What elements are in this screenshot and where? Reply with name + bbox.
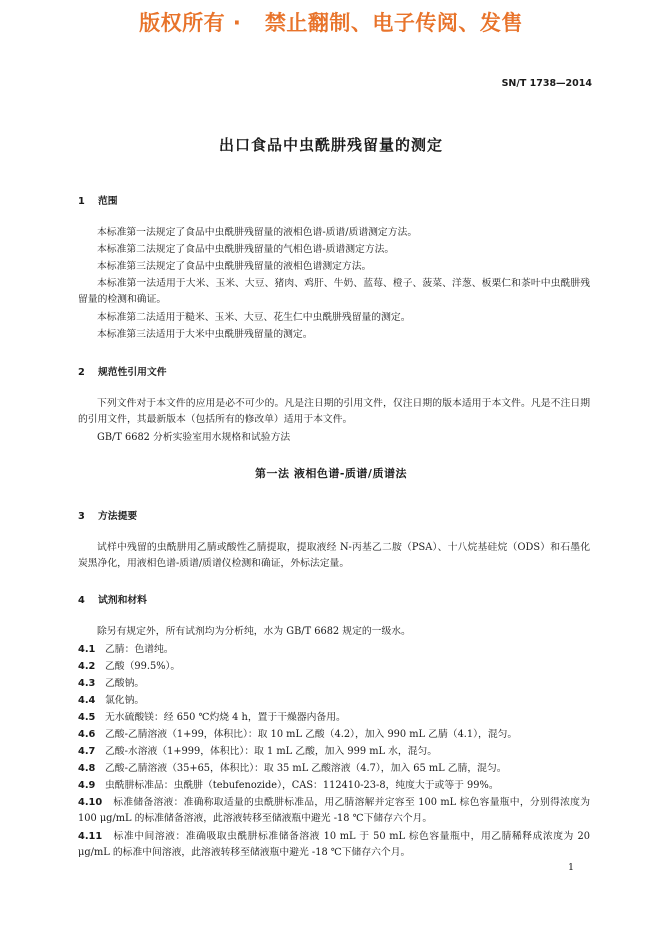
item-text: 乙酸-乙腈溶液（1+99，体积比）：取 10 mL 乙酸（4.2），加入 990 mL 乙腈（4.1），混匀。 bbox=[105, 729, 518, 740]
item-number: 4.11 bbox=[78, 831, 103, 842]
document-title: 出口食品中虫酰肼残留量的测定 bbox=[218, 136, 443, 154]
page-number: 1 bbox=[567, 862, 574, 873]
list-item bbox=[78, 795, 590, 826]
section-1-heading bbox=[78, 193, 118, 207]
section-title: 试剂和材料 bbox=[98, 595, 147, 606]
list-item bbox=[78, 642, 590, 658]
copyright-watermark: 版权所有 · 禁止翻制、电子传阅、发售 bbox=[139, 11, 523, 35]
section-title: 范围 bbox=[98, 196, 118, 207]
section-title: 规范性引用文件 bbox=[98, 367, 167, 378]
section-number: 4 bbox=[78, 595, 85, 606]
normative-reference: GB/T 6682 分析实验室用水规格和试验方法 bbox=[97, 432, 291, 443]
paragraph: 本标准第一法适用于大米、玉米、大豆、猪肉、鸡肝、牛奶、蓝莓、橙子、菠菜、洋葱、板栗仁和茶叶中虫酰肼残留量的检测和确证。 bbox=[78, 278, 590, 305]
list-item bbox=[78, 744, 590, 760]
item-number: 4.2 bbox=[78, 661, 96, 672]
section-number: 2 bbox=[78, 367, 85, 378]
item-text: 无水硫酸镁：经 650 ℃灼烧 4 h，置于干燥器内备用。 bbox=[105, 712, 346, 723]
item-number: 4.6 bbox=[78, 729, 96, 740]
list-item bbox=[78, 727, 590, 743]
item-text: 氯化钠。 bbox=[105, 695, 145, 706]
section-number: 3 bbox=[78, 511, 85, 522]
item-number: 4.9 bbox=[78, 780, 96, 791]
list-item bbox=[78, 778, 590, 794]
item-number: 4.4 bbox=[78, 695, 96, 706]
paragraph: 试样中残留的虫酰肼用乙腈或酸性乙腈提取，提取液经 N-丙基乙二胺（PSA）、十八烷基硅烷（ODS）和石墨化炭黑净化，用液相色谱-质谱/质谱仪检测和确证，外标法定量。 bbox=[78, 542, 590, 569]
item-number: 4.3 bbox=[78, 678, 96, 689]
item-text: 标准储备溶液：准确称取适量的虫酰肼标准品，用乙腈溶解并定容至 100 mL 棕色容量瓶中，分别得浓度为 100 μg/mL 的标准储备溶液，此溶液转移至储液瓶中避光 -18 ℃下储存六个月。 bbox=[78, 797, 590, 824]
method-one-title: 第一法 液相色谱-质谱/质谱法 bbox=[255, 467, 407, 480]
item-text: 标准中间溶液：准确吸取虫酰肼标准储备溶液 10 mL 于 50 mL 棕色容量瓶中，用乙腈稀释成浓度为 20 μg/mL 的标准中间溶液，此溶液转移至储液瓶中避光 -18 ℃下储存六个月。 bbox=[78, 831, 590, 858]
section-3-heading bbox=[78, 508, 137, 522]
item-text: 乙酸-水溶液（1+999，体积比）：取 1 mL 乙酸，加入 999 mL 水，混匀。 bbox=[105, 746, 438, 757]
paragraph: 除另有规定外，所有试剂均为分析纯，水为 GB/T 6682 规定的一级水。 bbox=[97, 626, 411, 637]
list-item bbox=[78, 710, 590, 726]
paragraph: 本标准第二法规定了食品中虫酰肼残留量的气相色谱-质谱测定方法。 bbox=[97, 244, 395, 255]
section-number: 1 bbox=[78, 196, 85, 207]
section-title: 方法提要 bbox=[98, 511, 138, 522]
list-item bbox=[78, 693, 590, 709]
item-number: 4.1 bbox=[78, 644, 96, 655]
paragraph: 本标准第三法适用于大米中虫酰肼残留量的测定。 bbox=[97, 329, 313, 340]
item-text: 乙酸（99.5%）。 bbox=[105, 661, 181, 672]
list-item bbox=[78, 659, 590, 675]
paragraph: 本标准第二法适用于糙米、玉米、大豆、花生仁中虫酰肼残留量的测定。 bbox=[97, 312, 411, 323]
list-item bbox=[78, 761, 590, 777]
list-item bbox=[78, 676, 590, 692]
item-text: 虫酰肼标准品：虫酰肼（tebufenozide），CAS：112410-23-8，纯度大于或等于 99%。 bbox=[105, 780, 499, 791]
paragraph: 下列文件对于本文件的应用是必不可少的。凡是注日期的引用文件，仅注日期的版本适用于本文件。凡是不注日期的引用文件，其最新版本（包括所有的修改单）适用于本文件。 bbox=[78, 398, 590, 425]
item-text: 乙腈：色谱纯。 bbox=[105, 644, 174, 655]
item-text: 乙酸-乙腈溶液（35+65，体积比）：取 35 mL 乙酸溶液（4.7），加入 65 mL 乙腈，混匀。 bbox=[105, 763, 507, 774]
item-number: 4.8 bbox=[78, 763, 96, 774]
item-number: 4.7 bbox=[78, 746, 96, 757]
paragraph: 本标准第一法规定了食品中虫酰肼残留量的液相色谱-质谱/质谱测定方法。 bbox=[97, 227, 418, 238]
list-item bbox=[78, 829, 590, 860]
section-2-heading bbox=[78, 364, 167, 378]
item-text: 乙酸钠。 bbox=[105, 678, 145, 689]
standard-code: SN/T 1738—2014 bbox=[501, 78, 592, 89]
section-4-heading bbox=[78, 592, 147, 606]
item-number: 4.10 bbox=[78, 797, 103, 808]
paragraph: 本标准第三法规定了食品中虫酰肼残留量的液相色谱测定方法。 bbox=[97, 261, 372, 272]
item-number: 4.5 bbox=[78, 712, 96, 723]
